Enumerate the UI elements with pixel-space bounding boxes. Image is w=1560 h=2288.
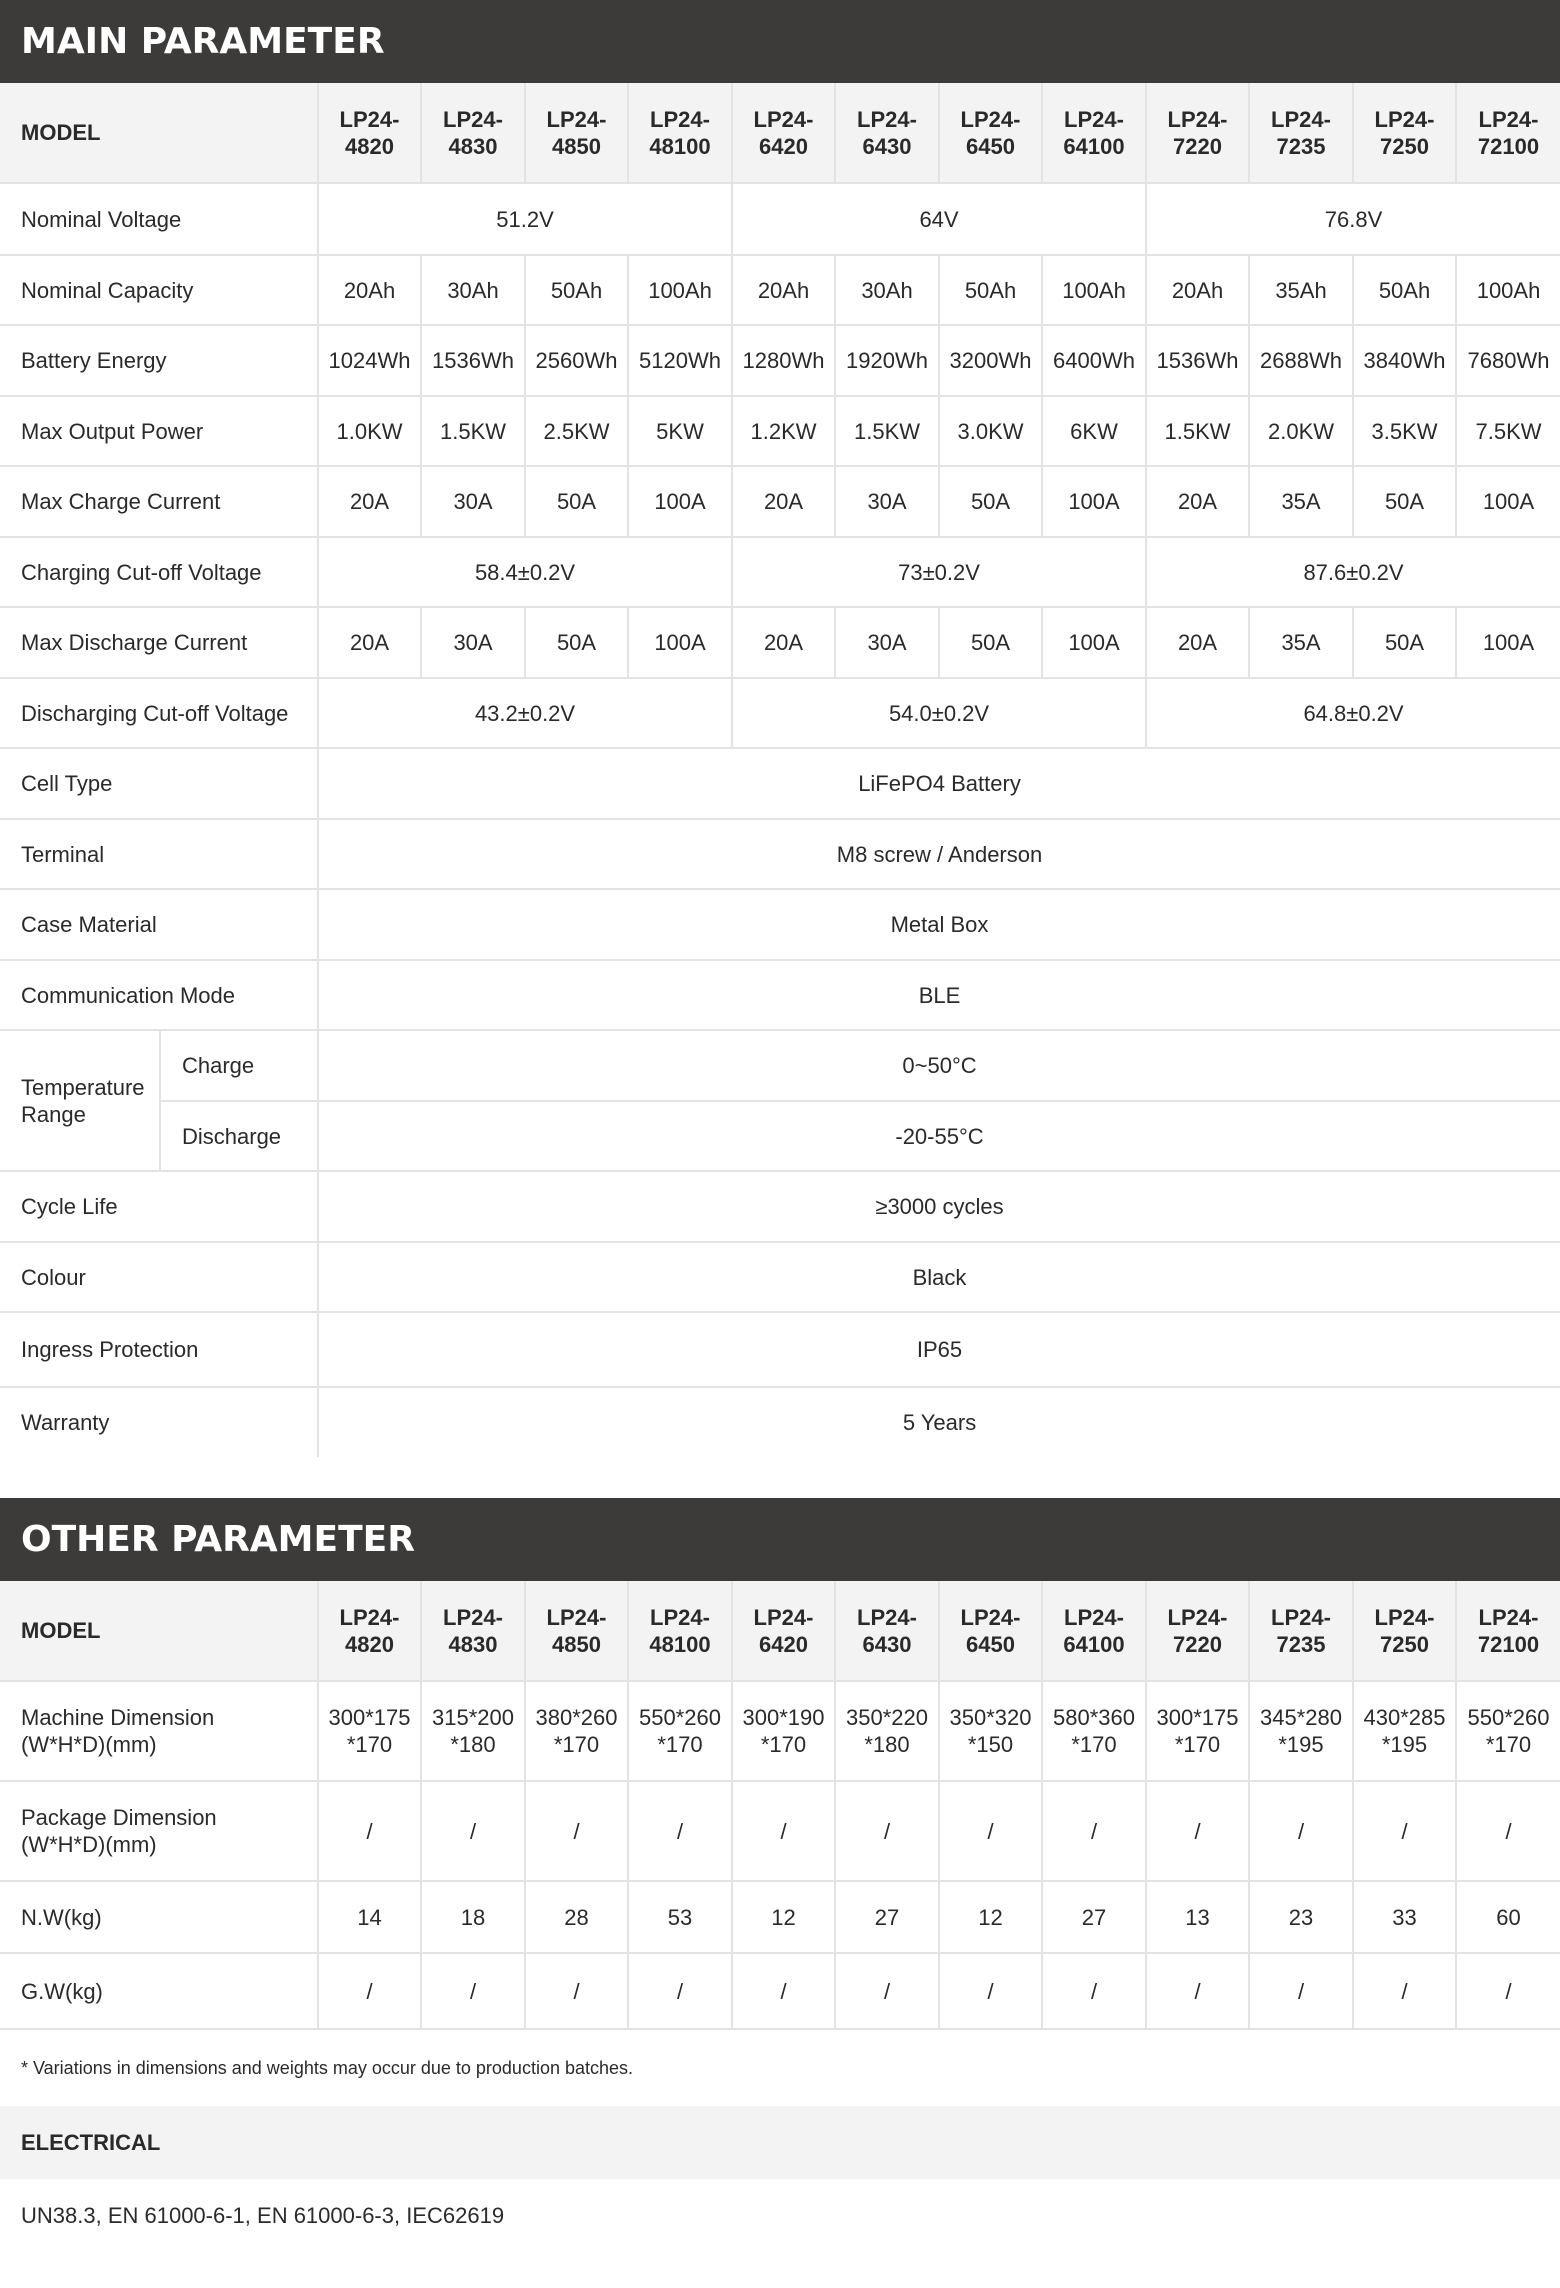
value-cell: /: [835, 1953, 939, 2029]
value-cell: 30A: [835, 466, 939, 537]
value-cell: 5120Wh: [628, 325, 732, 396]
cell-line: LP24-: [650, 1604, 710, 1630]
cell-line: 72100: [1477, 133, 1540, 159]
cell-line: LP24-: [650, 106, 710, 132]
value-cell: /: [628, 1781, 732, 1881]
value-cell: 30A: [835, 607, 939, 678]
group-value-cell: 58.4±0.2V: [318, 537, 732, 607]
value-cell: 20Ah: [732, 255, 835, 325]
value-cell: 1536Wh: [421, 325, 525, 396]
group-value-cell: 87.6±0.2V: [1146, 537, 1560, 607]
value-cell: 3.0KW: [939, 396, 1042, 466]
shared-value-cell: M8 screw / Anderson: [318, 819, 1560, 889]
footnote: * Variations in dimensions and weights may occur due to production batches.: [21, 2058, 634, 2078]
row-label: [0, 1681, 318, 1781]
row-max-output-power: [0, 396, 1560, 466]
cell-line: 430*285: [1363, 1705, 1446, 1730]
row-label: Max Discharge Current: [0, 607, 318, 678]
value-cell: /: [628, 1953, 732, 2029]
other-parameter-table: [0, 1581, 1560, 2030]
value-cell: [1249, 1681, 1353, 1781]
cell-line: Temperature: [21, 1074, 145, 1100]
value-cell: /: [421, 1781, 525, 1881]
group-value-cell: 54.0±0.2V: [732, 678, 1146, 748]
value-cell: 50Ah: [1353, 255, 1456, 325]
cell-line: LP24-: [1374, 106, 1435, 132]
cell-line: LP24-: [443, 1604, 503, 1630]
cell-line: 4850: [552, 133, 601, 159]
value-cell: /: [1146, 1953, 1249, 2029]
model-header-cell: [1456, 83, 1560, 183]
row-label: Discharging Cut-off Voltage: [0, 678, 318, 748]
value-cell: 7680Wh: [1456, 325, 1560, 396]
value-cell: 1536Wh: [1146, 325, 1249, 396]
row-label: Colour: [0, 1242, 318, 1312]
cell-line: *170: [1071, 1732, 1117, 1757]
model-header-cell: [1353, 1581, 1456, 1681]
value-cell: 50A: [939, 466, 1042, 537]
value-cell: 20A: [732, 607, 835, 678]
cell-line: *195: [1278, 1732, 1324, 1757]
value-cell: [525, 1681, 628, 1781]
model-header-row: [0, 83, 1560, 183]
value-cell: 53: [628, 1881, 732, 1953]
value-cell: [318, 1681, 421, 1781]
cell-line: 7235: [1276, 1631, 1326, 1657]
row-temperature-charge: [0, 1030, 1560, 1101]
cell-line: (W*H*D)(mm): [21, 1832, 157, 1857]
shared-value-cell: Black: [318, 1242, 1560, 1312]
row-discharging-cut-off-voltage: [0, 678, 1560, 748]
value-cell: 100A: [1456, 466, 1560, 537]
value-cell: 35A: [1249, 607, 1353, 678]
model-header-cell: [1146, 1581, 1249, 1681]
value-cell: 5KW: [628, 396, 732, 466]
value-cell: [1042, 1681, 1146, 1781]
model-header-cell: [318, 83, 421, 183]
model-header-cell: [732, 83, 835, 183]
value-cell: 30A: [421, 607, 525, 678]
value-cell: 1.5KW: [421, 396, 525, 466]
cell-line: N.W(kg): [21, 1904, 102, 1930]
value-cell: 1.0KW: [318, 396, 421, 466]
value-cell: /: [1456, 1781, 1560, 1881]
charge-label: Charge: [160, 1030, 318, 1101]
cell-line: *150: [967, 1732, 1014, 1757]
value-cell: 50A: [1353, 466, 1456, 537]
cell-line: LP24-: [1167, 1604, 1228, 1630]
cell-line: *170: [657, 1732, 703, 1757]
value-cell: [835, 1681, 939, 1781]
row-max-charge-current: [0, 466, 1560, 537]
value-cell: 50Ah: [525, 255, 628, 325]
cell-line: 315*200: [432, 1705, 514, 1730]
row-ingress-protection: [0, 1312, 1560, 1387]
main-parameter-title: MAIN PARAMETER: [0, 0, 1560, 83]
cell-line: LP24-: [339, 106, 400, 132]
value-cell: 2688Wh: [1249, 325, 1353, 396]
model-header-cell: [732, 1581, 835, 1681]
value-cell: [732, 1681, 835, 1781]
cell-line: 6430: [862, 1631, 912, 1657]
model-header-cell: [525, 1581, 628, 1681]
value-cell: 1024Wh: [318, 325, 421, 396]
value-cell: 6400Wh: [1042, 325, 1146, 396]
value-cell: 6KW: [1042, 396, 1146, 466]
cell-line: 7235: [1276, 133, 1326, 159]
group-value-cell: 76.8V: [1146, 183, 1560, 255]
value-cell: 13: [1146, 1881, 1249, 1953]
row-temperature-discharge: [0, 1101, 1560, 1171]
row-label: Nominal Capacity: [0, 255, 318, 325]
value-cell: 20A: [1146, 466, 1249, 537]
value-cell: 2.5KW: [525, 396, 628, 466]
value-cell: 27: [1042, 1881, 1146, 1953]
row-label: Cell Type: [0, 748, 318, 819]
cell-line: *170: [346, 1732, 393, 1757]
value-cell: 20A: [732, 466, 835, 537]
cell-line: 7250: [1380, 1631, 1429, 1657]
cell-line: LP24-: [546, 106, 607, 132]
value-cell: 100Ah: [628, 255, 732, 325]
cell-line: 580*360: [1053, 1705, 1135, 1730]
temperature-range-label: [0, 1030, 160, 1171]
value-cell: 12: [732, 1881, 835, 1953]
charge-temperature-value: 0~50°C: [318, 1030, 1560, 1101]
model-header-cell: [835, 83, 939, 183]
row-max-discharge-current: [0, 607, 1560, 678]
model-header-cell: [1146, 83, 1249, 183]
row-communication-mode: [0, 960, 1560, 1030]
cell-line: (W*H*D)(mm): [21, 1732, 157, 1757]
cell-line: *170: [760, 1732, 807, 1757]
electrical-heading: ELECTRICAL: [0, 2106, 1560, 2179]
value-cell: /: [1353, 1953, 1456, 2029]
value-cell: /: [939, 1953, 1042, 2029]
model-header-cell: [1353, 83, 1456, 183]
value-cell: 1.2KW: [732, 396, 835, 466]
value-cell: /: [1249, 1953, 1353, 2029]
shared-value-cell: BLE: [318, 960, 1560, 1030]
value-cell: 100Ah: [1042, 255, 1146, 325]
model-header-cell: [1456, 1581, 1560, 1681]
cell-line: Package Dimension: [21, 1805, 217, 1830]
group-value-cell: 43.2±0.2V: [318, 678, 732, 748]
value-cell: /: [318, 1953, 421, 2029]
value-cell: 50A: [525, 607, 628, 678]
shared-value-cell: Metal Box: [318, 889, 1560, 960]
value-cell: 100A: [1042, 466, 1146, 537]
value-cell: 50A: [939, 607, 1042, 678]
value-cell: 2.0KW: [1249, 396, 1353, 466]
cell-line: 550*260: [1467, 1705, 1550, 1730]
value-cell: 35A: [1249, 466, 1353, 537]
row-cycle-life: [0, 1171, 1560, 1242]
value-cell: 14: [318, 1881, 421, 1953]
model-header-cell: [835, 1581, 939, 1681]
row-battery-energy: [0, 325, 1560, 396]
cell-line: LP24-: [339, 1604, 400, 1630]
value-cell: 20A: [318, 607, 421, 678]
value-cell: 50A: [1353, 607, 1456, 678]
other-parameter-section: [0, 1498, 1560, 2252]
value-cell: 28: [525, 1881, 628, 1953]
electrical-standards: UN38.3, EN 61000-6-1, EN 61000-6-3, IEC62619: [21, 2203, 505, 2228]
row-label: Max Charge Current: [0, 466, 318, 537]
value-cell: 12: [939, 1881, 1042, 1953]
cell-line: LP24-: [443, 106, 503, 132]
value-cell: 30A: [421, 466, 525, 537]
value-cell: /: [318, 1781, 421, 1881]
cell-line: 4830: [448, 1631, 498, 1657]
row-label: Charging Cut-off Voltage: [0, 537, 318, 607]
value-cell: /: [835, 1781, 939, 1881]
cell-line: LP24-: [1374, 1604, 1435, 1630]
cell-line: 380*260: [535, 1705, 618, 1730]
cell-line: LP24-: [1271, 106, 1331, 132]
row-label: [0, 1953, 318, 2029]
row-label: [0, 1881, 318, 1953]
row-label: Communication Mode: [0, 960, 318, 1030]
cell-line: LP24-: [1064, 1604, 1124, 1630]
row-label: Cycle Life: [0, 1171, 318, 1242]
model-header-cell: [421, 83, 525, 183]
value-cell: /: [732, 1781, 835, 1881]
value-cell: /: [1146, 1781, 1249, 1881]
model-header-cell: [1249, 83, 1353, 183]
cell-line: 350*320: [949, 1705, 1032, 1730]
cell-line: *170: [1174, 1732, 1221, 1757]
value-cell: 18: [421, 1881, 525, 1953]
value-cell: [1146, 1681, 1249, 1781]
cell-line: LP24-: [753, 1604, 814, 1630]
value-cell: /: [525, 1781, 628, 1881]
model-header-cell: [421, 1581, 525, 1681]
cell-line: LP24-: [857, 106, 917, 132]
value-cell: 50Ah: [939, 255, 1042, 325]
shared-value-cell: 5 Years: [318, 1387, 1560, 1457]
cell-line: *170: [553, 1732, 600, 1757]
value-cell: 33: [1353, 1881, 1456, 1953]
row-label: Max Output Power: [0, 396, 318, 466]
row-label: Nominal Voltage: [0, 183, 318, 255]
cell-line: 64100: [1063, 133, 1125, 159]
cell-line: 6450: [966, 1631, 1015, 1657]
value-cell: /: [939, 1781, 1042, 1881]
value-cell: /: [1042, 1953, 1146, 2029]
value-cell: 50A: [525, 466, 628, 537]
discharge-temperature-value: -20-55°C: [318, 1101, 1560, 1171]
value-cell: [939, 1681, 1042, 1781]
row-nominal-voltage: [0, 183, 1560, 255]
row-nominal-capacity: [0, 255, 1560, 325]
row-case-material: [0, 889, 1560, 960]
cell-line: 7220: [1173, 133, 1222, 159]
cell-line: 64100: [1063, 1631, 1125, 1657]
model-header-row: [0, 1581, 1560, 1681]
value-cell: [421, 1681, 525, 1781]
cell-line: 72100: [1477, 1631, 1540, 1657]
row-g-w-kg: [0, 1953, 1560, 2029]
shared-value-cell: ≥3000 cycles: [318, 1171, 1560, 1242]
value-cell: /: [1456, 1953, 1560, 2029]
cell-line: LP24-: [1478, 1604, 1539, 1630]
shared-value-cell: IP65: [318, 1312, 1560, 1387]
value-cell: 1280Wh: [732, 325, 835, 396]
cell-line: 4830: [448, 133, 498, 159]
cell-line: LP24-: [960, 106, 1021, 132]
cell-line: Machine Dimension: [21, 1705, 215, 1730]
row-package-dimension-w-h-d-mm: [0, 1781, 1560, 1881]
value-cell: 1920Wh: [835, 325, 939, 396]
value-cell: /: [1042, 1781, 1146, 1881]
cell-line: 6450: [966, 133, 1015, 159]
cell-line: 550*260: [639, 1705, 721, 1730]
model-label: MODEL: [0, 1581, 318, 1681]
value-cell: 3.5KW: [1353, 396, 1456, 466]
value-cell: 3200Wh: [939, 325, 1042, 396]
cell-line: *180: [450, 1732, 496, 1757]
value-cell: 23: [1249, 1881, 1353, 1953]
value-cell: 1.5KW: [835, 396, 939, 466]
value-cell: [628, 1681, 732, 1781]
row-label: Terminal: [0, 819, 318, 889]
model-label: MODEL: [0, 83, 318, 183]
value-cell: /: [732, 1953, 835, 2029]
cell-line: LP24-: [1478, 106, 1539, 132]
cell-line: LP24-: [960, 1604, 1021, 1630]
row-label: Ingress Protection: [0, 1312, 318, 1387]
cell-line: *170: [1485, 1732, 1532, 1757]
row-label: Warranty: [21, 1410, 110, 1435]
main-parameter-table: [0, 83, 1560, 1457]
row-label: Case Material: [0, 889, 318, 960]
row-n-w-kg: [0, 1881, 1560, 1953]
row-label: [0, 1781, 318, 1881]
row-label: Battery Energy: [0, 325, 318, 396]
cell-line: LP24-: [753, 106, 814, 132]
value-cell: 100A: [1042, 607, 1146, 678]
cell-line: 48100: [649, 133, 711, 159]
value-cell: 60: [1456, 1881, 1560, 1953]
cell-line: LP24-: [546, 1604, 607, 1630]
row-colour: [0, 1242, 1560, 1312]
value-cell: 1.5KW: [1146, 396, 1249, 466]
value-cell: 27: [835, 1881, 939, 1953]
model-header-cell: [939, 83, 1042, 183]
discharge-label: Discharge: [160, 1101, 318, 1171]
value-cell: 100Ah: [1456, 255, 1560, 325]
cell-line: 300*175: [1156, 1705, 1239, 1730]
group-value-cell: 64.8±0.2V: [1146, 678, 1560, 748]
cell-line: G.W(kg): [21, 1978, 103, 2004]
value-cell: 30Ah: [421, 255, 525, 325]
value-cell: /: [1249, 1781, 1353, 1881]
value-cell: 100A: [1456, 607, 1560, 678]
value-cell: /: [1353, 1781, 1456, 1881]
model-header-cell: [1249, 1581, 1353, 1681]
value-cell: 20A: [318, 466, 421, 537]
row-terminal: [0, 819, 1560, 889]
model-header-cell: [318, 1581, 421, 1681]
value-cell: 100A: [628, 466, 732, 537]
value-cell: 20A: [1146, 607, 1249, 678]
value-cell: 2560Wh: [525, 325, 628, 396]
value-cell: 100A: [628, 607, 732, 678]
cell-line: 300*175: [328, 1705, 411, 1730]
cell-line: 48100: [649, 1631, 711, 1657]
group-value-cell: 73±0.2V: [732, 537, 1146, 607]
model-header-cell: [1042, 1581, 1146, 1681]
row-cell-type: [0, 748, 1560, 819]
cell-line: 4820: [345, 133, 394, 159]
value-cell: [1353, 1681, 1456, 1781]
group-value-cell: 51.2V: [318, 183, 732, 255]
group-value-cell: 64V: [732, 183, 1146, 255]
row-machine-dimension-w-h-d-mm: [0, 1681, 1560, 1781]
model-header-cell: [525, 83, 628, 183]
value-cell: 20Ah: [1146, 255, 1249, 325]
cell-line: LP24-: [857, 1604, 917, 1630]
cell-line: 7250: [1380, 133, 1429, 159]
model-header-cell: [939, 1581, 1042, 1681]
cell-line: LP24-: [1064, 106, 1124, 132]
value-cell: 35Ah: [1249, 255, 1353, 325]
cell-line: 300*190: [742, 1705, 825, 1730]
cell-line: 4820: [345, 1631, 394, 1657]
cell-line: 6420: [759, 1631, 808, 1657]
value-cell: /: [525, 1953, 628, 2029]
cell-line: 345*280: [1260, 1705, 1342, 1730]
cell-line: *180: [864, 1732, 910, 1757]
model-header-cell: [628, 1581, 732, 1681]
value-cell: 20Ah: [318, 255, 421, 325]
value-cell: 3840Wh: [1353, 325, 1456, 396]
value-cell: [1456, 1681, 1560, 1781]
cell-line: 4850: [552, 1631, 601, 1657]
row-warranty: [0, 1387, 1560, 1457]
row-charging-cut-off-voltage: [0, 537, 1560, 607]
value-cell: /: [421, 1953, 525, 2029]
cell-line: *195: [1381, 1732, 1428, 1757]
shared-value-cell: LiFePO4 Battery: [318, 748, 1560, 819]
model-header-cell: [628, 83, 732, 183]
value-cell: 30Ah: [835, 255, 939, 325]
cell-line: 6420: [759, 133, 808, 159]
cell-line: LP24-: [1271, 1604, 1331, 1630]
value-cell: 7.5KW: [1456, 396, 1560, 466]
cell-line: LP24-: [1167, 106, 1228, 132]
cell-line: 6430: [862, 133, 912, 159]
model-header-cell: [1042, 83, 1146, 183]
cell-line: Range: [21, 1101, 86, 1127]
other-parameter-title: OTHER PARAMETER: [0, 1498, 1560, 1581]
cell-line: 7220: [1173, 1631, 1222, 1657]
cell-line: 350*220: [846, 1705, 928, 1730]
